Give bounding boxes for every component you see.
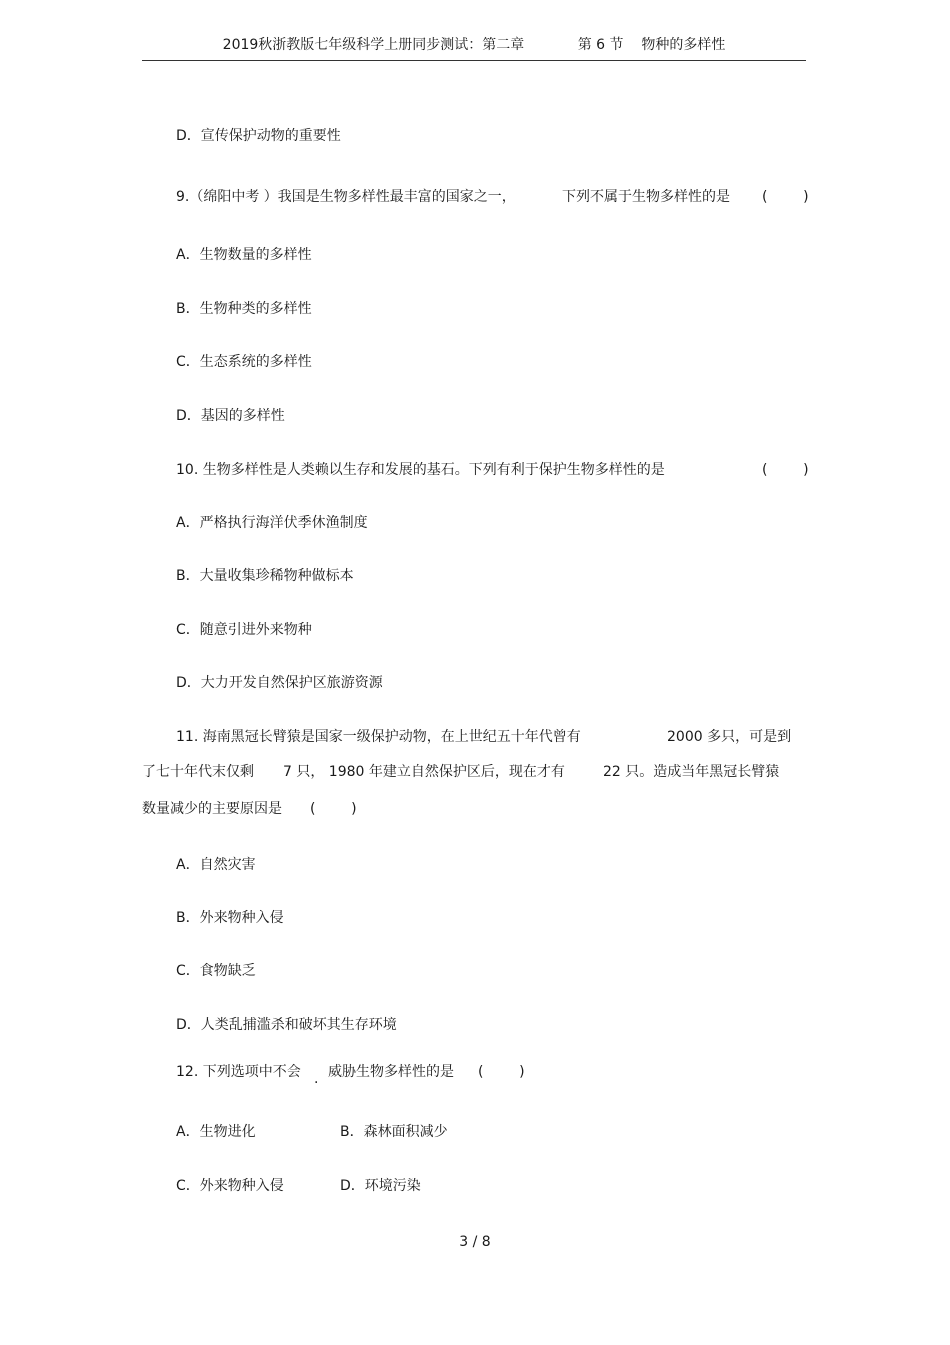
q12-option-a: A．生物进化 [176, 1124, 256, 1140]
q12-answer-paren: ( ) [478, 1064, 525, 1080]
q8-option-d: D．宣传保护动物的重要性 [176, 128, 341, 144]
q12-option-b: B．森林面积减少 [340, 1124, 448, 1140]
q10-option-c: C．随意引进外来物种 [176, 622, 312, 638]
page-header [142, 36, 806, 61]
q11-option-d: D．人类乱捕滥杀和破坏其生存环境 [176, 1017, 397, 1033]
page-number: 3 / 8 [459, 1234, 491, 1250]
q9-option-b: B．生物种类的多样性 [176, 301, 312, 317]
q11-answer-paren: ( ) [310, 801, 357, 817]
q9-answer-paren: ( ) [762, 189, 809, 205]
q12-option-c: C．外来物种入侵 [176, 1178, 284, 1194]
q9-option-c: C．生态系统的多样性 [176, 354, 312, 370]
q12-option-d: D．环境污染 [340, 1178, 421, 1194]
q12-stem-part2: 威胁生物多样性的是 [328, 1064, 454, 1080]
q11-line1-part2: 2000 多只，可是到 [667, 729, 792, 745]
q9-stem-part1: 9.（绵阳中考 ）我国是生物多样性最丰富的国家之一， [176, 189, 516, 205]
q9-stem-part2: 下列不属于生物多样性的是 [562, 189, 730, 205]
q10-option-a: A．严格执行海洋伏季休渔制度 [176, 515, 368, 531]
q11-line3: 数量减少的主要原因是 [142, 801, 282, 817]
q11-option-b: B．外来物种入侵 [176, 910, 284, 926]
q10-option-d: D．大力开发自然保护区旅游资源 [176, 675, 383, 691]
header-gap [529, 37, 574, 53]
q11-option-c: C．食物缺乏 [176, 963, 256, 979]
q10-answer-paren: ( ) [762, 462, 809, 478]
header-title: 2019秋浙教版七年级科学上册同步测试：第二章 [222, 37, 525, 53]
emphasis-dot: . [314, 1071, 319, 1087]
header-section: 第 6 节 物种的多样性 [577, 37, 726, 53]
q9-option-a: A．生物数量的多样性 [176, 247, 312, 263]
q9-option-d: D．基因的多样性 [176, 408, 285, 424]
q11-line2-part3: 22 只。造成当年黑冠长臂猿 [603, 764, 780, 780]
q10-option-b: B．大量收集珍稀物种做标本 [176, 568, 354, 584]
q10-stem: 10. 生物多样性是人类赖以生存和发展的基石。下列有利于保护生物多样性的是 [176, 462, 665, 478]
q12-stem-part1: 12. 下列选项中不会 [176, 1064, 301, 1080]
q11-line2-part1: 了七十年代末仅剩 [142, 764, 254, 780]
q11-line2-part2: 7 只， 1980 年建立自然保护区后，现在才有 [283, 764, 565, 780]
q11-option-a: A．自然灾害 [176, 857, 256, 873]
q11-line1-part1: 11. 海南黑冠长臂猿是国家一级保护动物，在上世纪五十年代曾有 [176, 729, 581, 745]
